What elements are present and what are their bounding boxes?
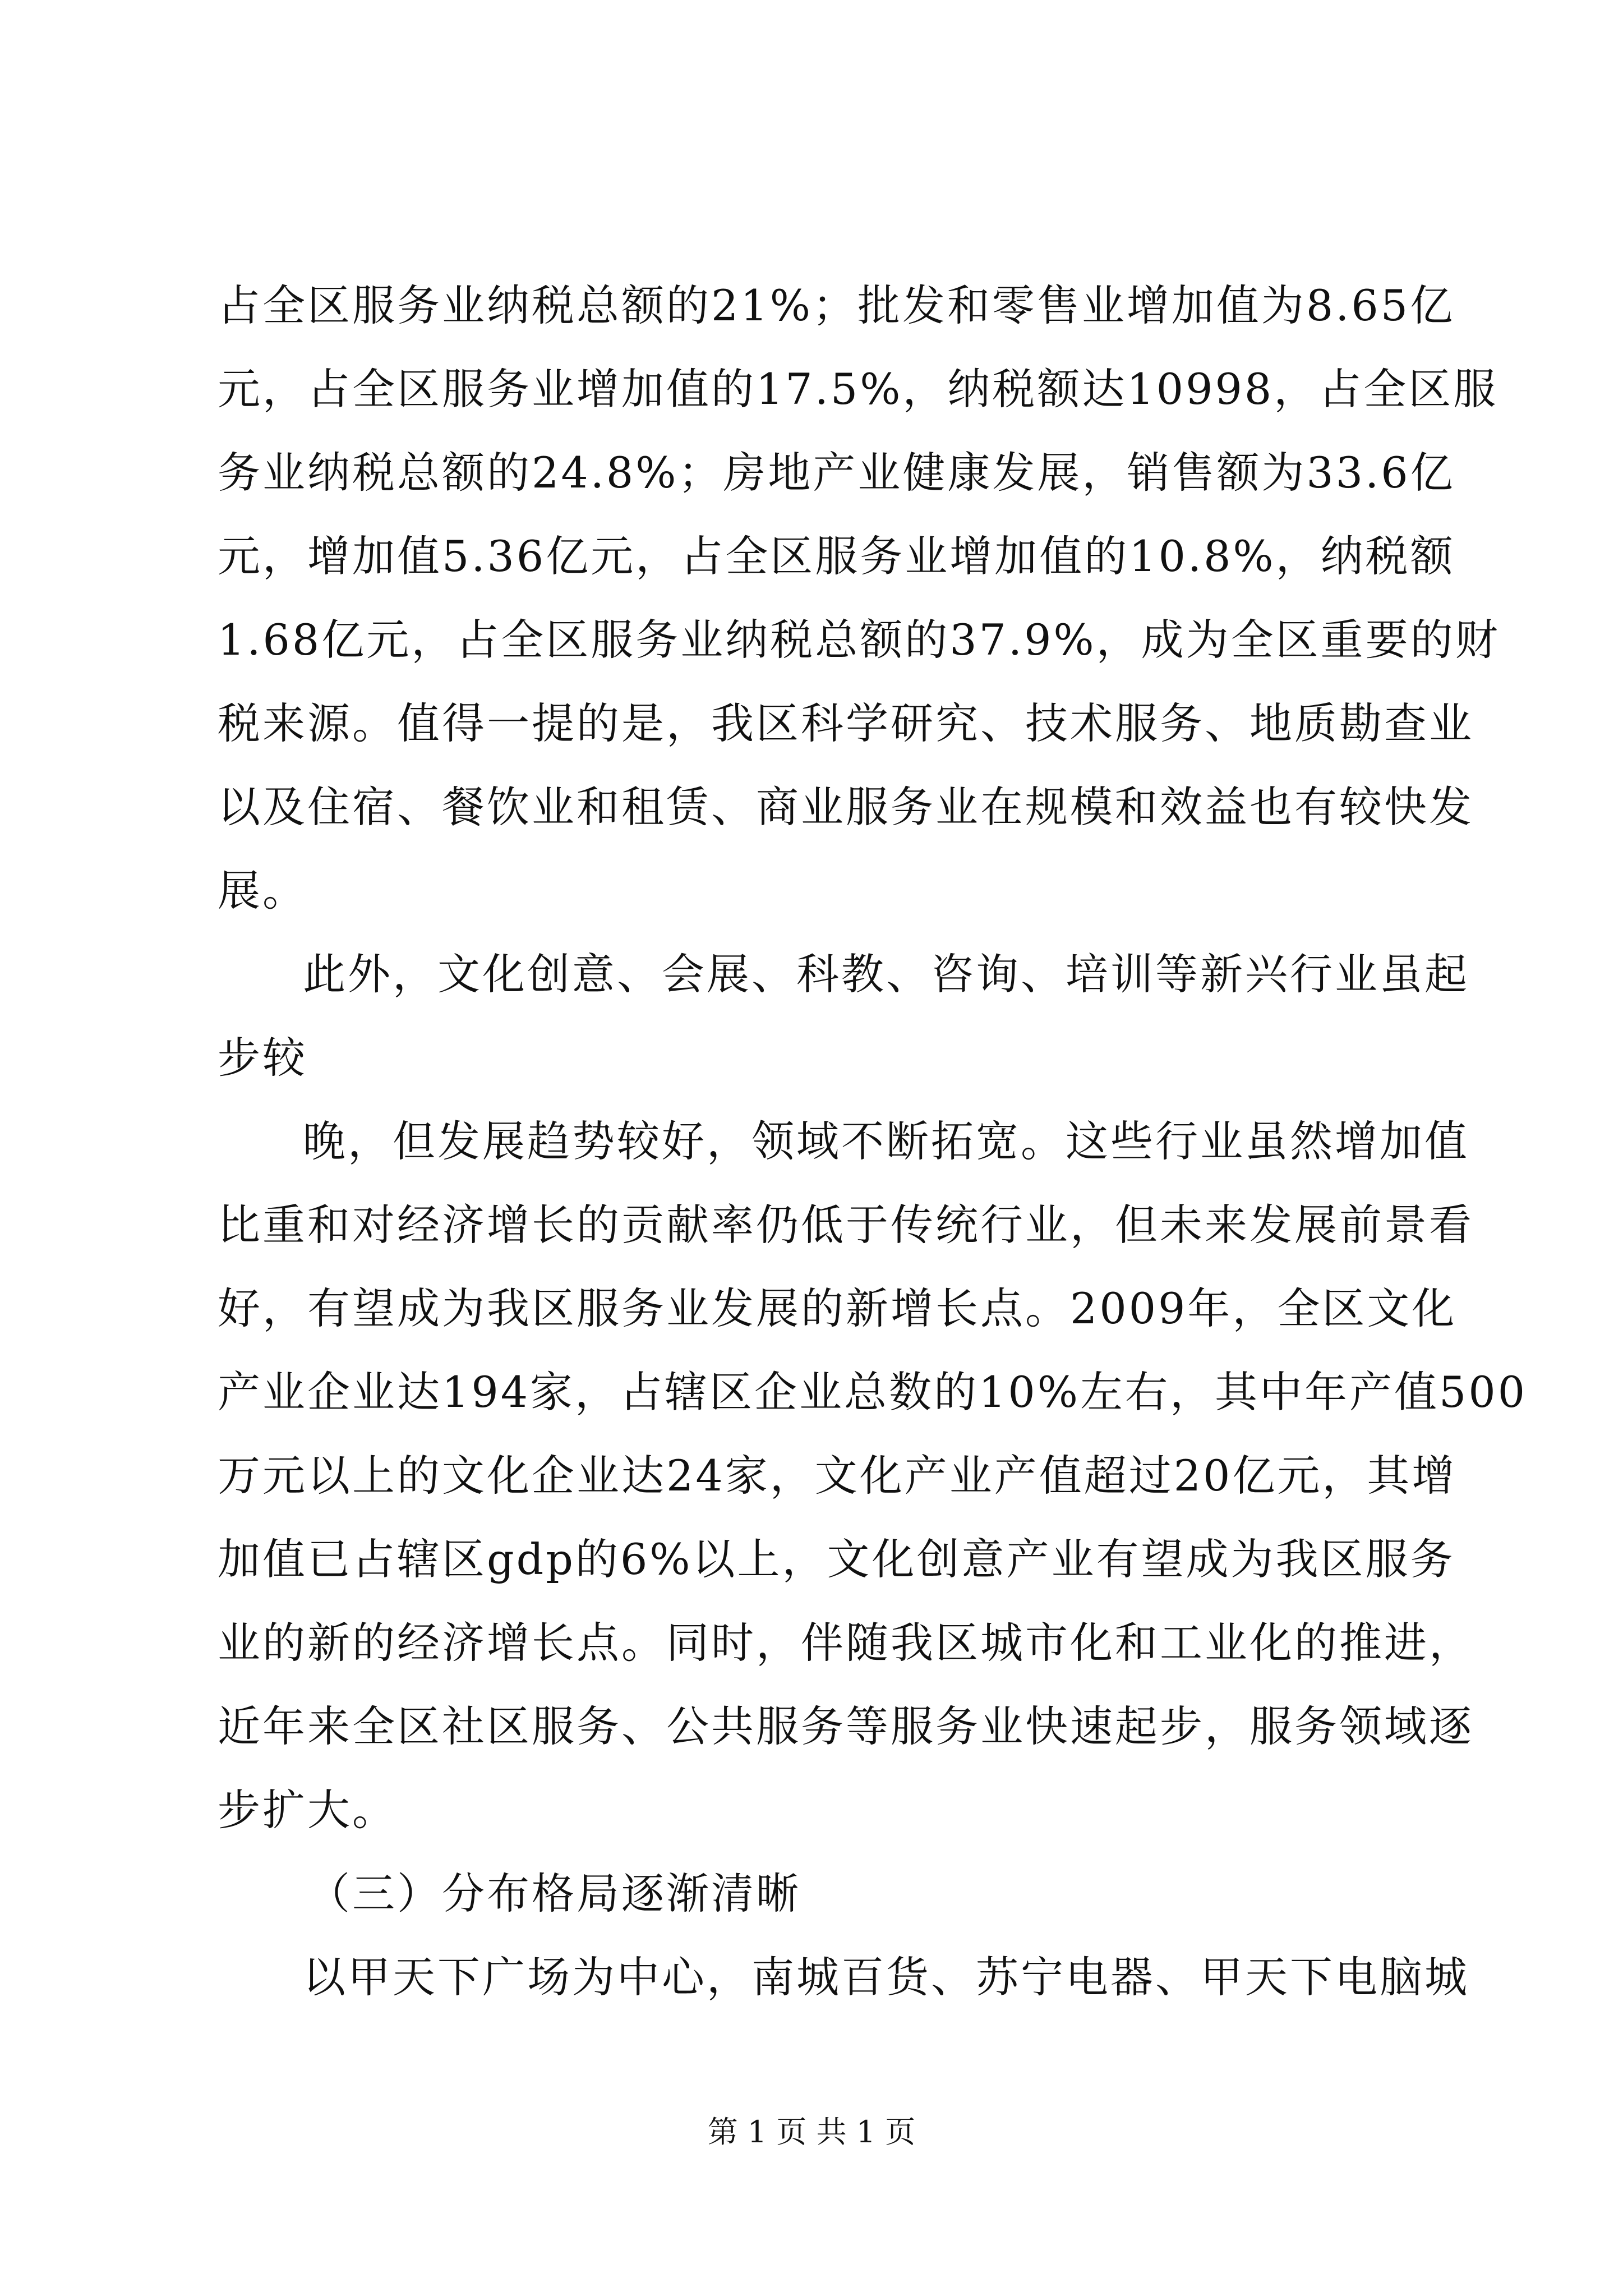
- text-line: 1.68亿元，占全区服务业纳税总额的37.9%，成为全区重要的财: [218, 615, 1500, 665]
- text-line: 产业企业达194家，占辖区企业总数的10%左右，其中年产值500: [218, 1367, 1528, 1417]
- text-line: 业的新的经济增长点。同时，伴随我区城市化和工业化的推进，: [218, 1618, 1474, 1668]
- page-footer: [0, 2113, 1623, 2152]
- text-line: 元，增加值5.36亿元，占全区服务业增加值的10.8%，纳税额: [218, 531, 1455, 581]
- text-line: 以及住宿、餐饮业和租赁、商业服务业在规模和效益也有较快发: [218, 782, 1474, 832]
- paragraph-start-line: 此外，文化创意、会展、科教、咨询、培训等新兴行业虽起: [303, 949, 1469, 999]
- paragraph-start-line: 晚，但发展趋势较好，领域不断拓宽。这些行业虽然增加值: [303, 1116, 1469, 1166]
- text-line: 务业纳税总额的24.8%；房地产业健康发展，销售额为33.6亿: [218, 448, 1455, 498]
- text-line: 万元以上的文化企业达24家，文化产业产值超过20亿元，其增: [218, 1451, 1457, 1501]
- text-line: 好，有望成为我区服务业发展的新增长点。2009年，全区文化: [218, 1283, 1457, 1333]
- text-line: 近年来全区社区服务、公共服务等服务业快速起步，服务领域逐: [218, 1701, 1474, 1751]
- page-number-label: 第 1 页 共 1 页: [707, 2114, 916, 2150]
- text-line: 展。: [218, 866, 307, 915]
- text-line: 占全区服务业纳税总额的21%；批发和零售业增加值为8.65亿: [218, 280, 1455, 330]
- text-line: 加值已占辖区gdp的6%以上，文化创意产业有望成为我区服务: [218, 1534, 1455, 1584]
- text-line: 比重和对经济增长的贡献率仍低于传统行业，但未来发展前景看: [218, 1200, 1474, 1250]
- paragraph-start-line: 以甲天下广场为中心，南城百货、苏宁电器、甲天下电脑城: [303, 1952, 1469, 2002]
- body-text: [218, 264, 1528, 2019]
- text-line: 税来源。值得一提的是，我区科学研究、技术服务、地质勘查业: [218, 698, 1474, 748]
- section-heading: （三）分布格局逐渐清晰: [307, 1869, 801, 1918]
- text-line: 元，占全区服务业增加值的17.5%，纳税额达10998，占全区服: [218, 364, 1498, 414]
- text-line: 步扩大。: [218, 1785, 397, 1835]
- text-line: 步较: [218, 1033, 307, 1083]
